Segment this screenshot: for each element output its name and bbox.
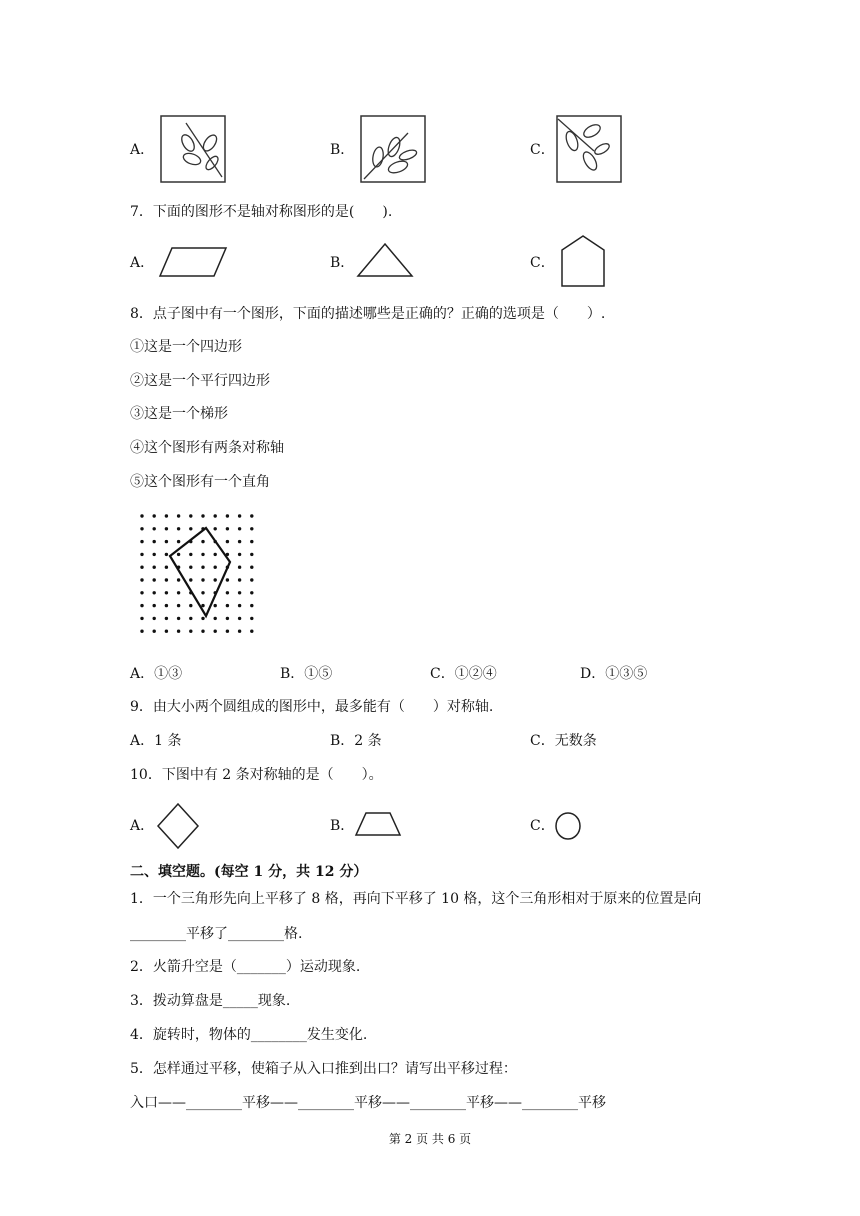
- grid-dot: [214, 578, 217, 581]
- grid-dot: [177, 617, 180, 620]
- q9-option-a: A．1 条: [130, 733, 182, 749]
- q10-option-a-shape: [156, 802, 200, 850]
- grid-dot: [250, 617, 253, 620]
- leaf-branch-icon: [360, 115, 426, 183]
- page-footer: 第 2 页 共 6 页: [388, 1132, 472, 1146]
- grid-dot: [238, 514, 241, 517]
- q7-option-a-label: A．: [130, 255, 155, 271]
- pentagon-house-icon: [560, 234, 606, 288]
- grid-dot: [238, 527, 241, 530]
- grid-dot: [201, 514, 204, 517]
- grid-dot: [177, 553, 180, 556]
- s2-q3: 3．拨动算盘是_____现象.: [130, 993, 291, 1009]
- grid-dot: [140, 591, 143, 594]
- grid-dot: [153, 540, 156, 543]
- grid-dot: [153, 617, 156, 620]
- grid-dot: [189, 566, 192, 569]
- grid-dot: [238, 630, 241, 633]
- grid-dot: [177, 604, 180, 607]
- q10-option-b-shape: [354, 811, 402, 837]
- grid-dot: [201, 566, 204, 569]
- circle-icon: [554, 811, 582, 841]
- grid-dot: [238, 604, 241, 607]
- grid-dot: [238, 617, 241, 620]
- q8-statement-3: ③这是一个梯形: [130, 406, 228, 422]
- grid-dot: [250, 566, 253, 569]
- grid-dot: [153, 566, 156, 569]
- s2-q5: 5．怎样通过平移，使箱子从入口推到出口？请写出平移过程：: [130, 1061, 517, 1077]
- q10-stem: 10．下图中有 2 条对称轴的是（ ）。: [130, 767, 383, 783]
- grid-dot: [189, 553, 192, 556]
- grid-dot: [140, 566, 143, 569]
- grid-dot: [226, 578, 229, 581]
- q7-option-b-shape: [356, 242, 414, 278]
- leaf-branch-icon: [556, 115, 622, 183]
- grid-dot: [165, 514, 168, 517]
- q8-dot-grid-figure: [128, 506, 268, 646]
- grid-dot: [189, 578, 192, 581]
- grid-dot: [250, 540, 253, 543]
- grid-dot: [165, 566, 168, 569]
- grid-dot: [165, 604, 168, 607]
- rhombus-icon: [156, 802, 200, 850]
- grid-dot: [201, 578, 204, 581]
- grid-dot: [226, 591, 229, 594]
- grid-dot: [177, 540, 180, 543]
- q8-option-c: C．①②④: [430, 666, 497, 682]
- grid-dot: [165, 591, 168, 594]
- grid-dot: [201, 540, 204, 543]
- grid-dot: [153, 604, 156, 607]
- grid-dot: [214, 617, 217, 620]
- s2-q4: 4．旋转时，物体的________发生变化.: [130, 1027, 368, 1043]
- q8-statement-2: ②这是一个平行四边形: [130, 373, 270, 389]
- grid-dot: [250, 578, 253, 581]
- grid-dot: [153, 578, 156, 581]
- grid-dot: [140, 514, 143, 517]
- grid-dot: [165, 578, 168, 581]
- q7-option-b-label: B．: [330, 255, 355, 271]
- grid-dot: [250, 514, 253, 517]
- grid-dot: [226, 630, 229, 633]
- grid-dot: [153, 527, 156, 530]
- grid-dot: [140, 553, 143, 556]
- q9-option-c: C．无数条: [530, 733, 597, 749]
- q7-option-c-shape: [560, 234, 606, 288]
- grid-dot: [140, 617, 143, 620]
- grid-dot: [214, 630, 217, 633]
- q10-option-c-shape: [554, 811, 582, 841]
- grid-dot: [140, 578, 143, 581]
- grid-dot: [165, 617, 168, 620]
- grid-dot: [214, 514, 217, 517]
- q8-statement-4: ④这个图形有两条对称轴: [130, 440, 284, 456]
- grid-dot: [226, 527, 229, 530]
- grid-dot: [250, 527, 253, 530]
- section2-title: 二、填空题。(每空 1 分，共 12 分）: [130, 864, 368, 880]
- q6-option-a-image: [160, 115, 226, 183]
- grid-dot: [238, 553, 241, 556]
- grid-dot: [238, 578, 241, 581]
- q8-option-a: A．①③: [130, 666, 183, 682]
- grid-dot: [165, 553, 168, 556]
- q9-option-b: B．2 条: [330, 733, 382, 749]
- grid-dot: [226, 617, 229, 620]
- s2-q1-line2: ________平移了________格.: [130, 926, 303, 942]
- grid-dot: [238, 540, 241, 543]
- q6-option-b-image: [360, 115, 426, 183]
- grid-dot: [189, 617, 192, 620]
- leaf-branch-icon: [160, 115, 226, 183]
- grid-dot: [177, 514, 180, 517]
- grid-dot: [214, 604, 217, 607]
- grid-dot: [177, 527, 180, 530]
- grid-dot: [238, 566, 241, 569]
- grid-dot: [250, 630, 253, 633]
- grid-dot: [177, 591, 180, 594]
- grid-dot: [201, 617, 204, 620]
- grid-dot: [140, 630, 143, 633]
- q6-option-c-label: C．: [530, 142, 555, 158]
- s2-q5-answer: 入口——________平移——________平移——________平移——________平移: [130, 1095, 606, 1111]
- q7-option-c-label: C．: [530, 255, 555, 271]
- grid-dot: [153, 553, 156, 556]
- grid-dot: [250, 591, 253, 594]
- s2-q1-line1: 1．一个三角形先向上平移了 8 格，再向下平移了 10 格，这个三角形相对于原来的位置是向: [130, 891, 702, 907]
- q7-stem: 7．下面的图形不是轴对称图形的是( ).: [130, 204, 393, 220]
- q8-option-b: B．①⑤: [280, 666, 333, 682]
- grid-dot: [226, 514, 229, 517]
- grid-dot: [140, 540, 143, 543]
- grid-dot: [189, 527, 192, 530]
- grid-dot: [201, 630, 204, 633]
- q6-option-c-image: [556, 115, 622, 183]
- parallelogram-icon: [158, 246, 228, 278]
- grid-dot: [201, 604, 204, 607]
- grid-dot: [226, 604, 229, 607]
- grid-dot: [250, 553, 253, 556]
- triangle-icon: [356, 242, 414, 278]
- q8-option-d: D．①③⑤: [580, 666, 648, 682]
- grid-dot: [153, 630, 156, 633]
- q10-option-a-label: A．: [130, 818, 155, 834]
- grid-dot: [140, 604, 143, 607]
- grid-dot: [140, 527, 143, 530]
- grid-dot: [153, 591, 156, 594]
- grid-dot: [177, 630, 180, 633]
- q8-stem: 8．点子图中有一个图形，下面的描述哪些是正确的？正确的选项是（ ）.: [130, 306, 606, 322]
- q8-statement-5: ⑤这个图形有一个直角: [130, 474, 270, 490]
- s2-q2: 2．火箭升空是（_______）运动现象.: [130, 959, 361, 975]
- grid-dot: [226, 540, 229, 543]
- grid-dot: [201, 591, 204, 594]
- q8-statement-1: ①这是一个四边形: [130, 339, 242, 355]
- q9-stem: 9．由大小两个圆组成的图形中，最多能有（ ）对称轴.: [130, 699, 494, 715]
- grid-dot: [214, 566, 217, 569]
- grid-dot: [189, 630, 192, 633]
- grid-dot: [153, 514, 156, 517]
- grid-dot: [189, 604, 192, 607]
- grid-dot: [165, 630, 168, 633]
- grid-dot: [238, 591, 241, 594]
- q10-option-c-label: C．: [530, 818, 555, 834]
- q7-option-a-shape: [158, 246, 228, 278]
- grid-dot: [214, 553, 217, 556]
- grid-dot: [201, 553, 204, 556]
- grid-dot: [250, 604, 253, 607]
- grid-dot: [165, 527, 168, 530]
- q6-option-a-label: A．: [130, 142, 155, 158]
- trapezoid-icon: [354, 811, 402, 837]
- grid-dot: [177, 578, 180, 581]
- grid-dot: [214, 527, 217, 530]
- grid-dot: [165, 540, 168, 543]
- q10-option-b-label: B．: [330, 818, 355, 834]
- grid-dot: [189, 514, 192, 517]
- q6-option-b-label: B．: [330, 142, 355, 158]
- dot-grid-kite-figure: [128, 506, 268, 646]
